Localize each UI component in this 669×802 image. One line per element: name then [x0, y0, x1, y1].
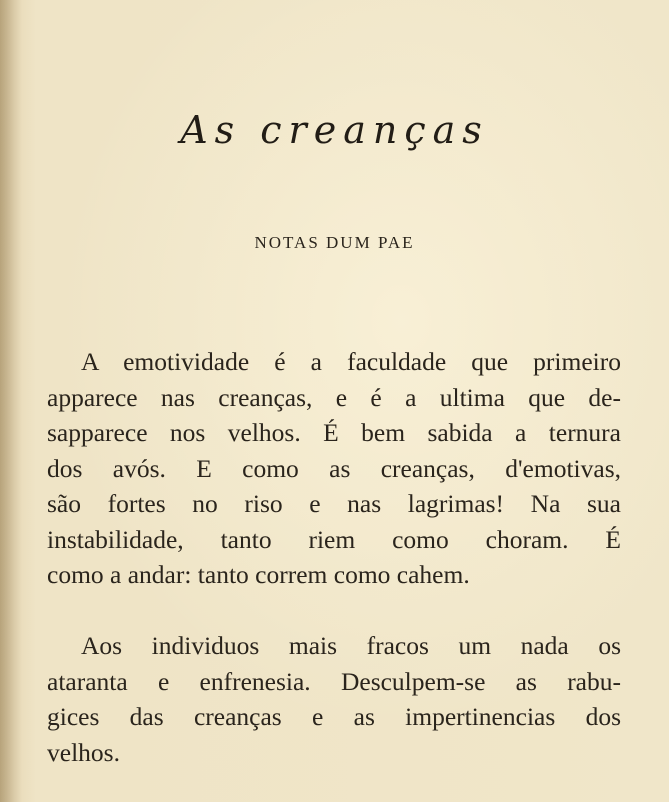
paragraph-line: são fortes no riso e nas lagrimas! Na sua — [47, 489, 621, 518]
paragraph-line: A emotividade é a faculdade que primeiro — [81, 347, 621, 376]
paragraph-line: Aos individuos mais fracos um nada os — [81, 631, 621, 660]
chapter-subtitle: NOTAS DUM PAE — [254, 233, 415, 252]
paragraph-line: instabilidade, tanto riem como choram. É — [47, 524, 621, 554]
paragraph-2 — [47, 628, 621, 770]
paragraph-1 — [47, 344, 621, 593]
paragraph-line: velhos. — [47, 737, 120, 767]
paragraph-line: ataranta e enfrenesia. Desculpem-se as rabu- — [47, 666, 621, 696]
paragraph-line: dos avós. E como as creanças, d'emotivas, — [47, 453, 621, 483]
paragraph-line: como a andar: tanto correm como cahem. — [47, 560, 470, 589]
chapter-title: As creanças — [180, 108, 489, 152]
paragraph-line: apparece nas creanças, e é a ultima que de- — [47, 382, 621, 412]
paragraph-line: sapparece nos velhos. É bem sabida a ternura — [47, 418, 621, 447]
paragraph-line: gices das creanças e as impertinencias dos — [47, 702, 621, 731]
